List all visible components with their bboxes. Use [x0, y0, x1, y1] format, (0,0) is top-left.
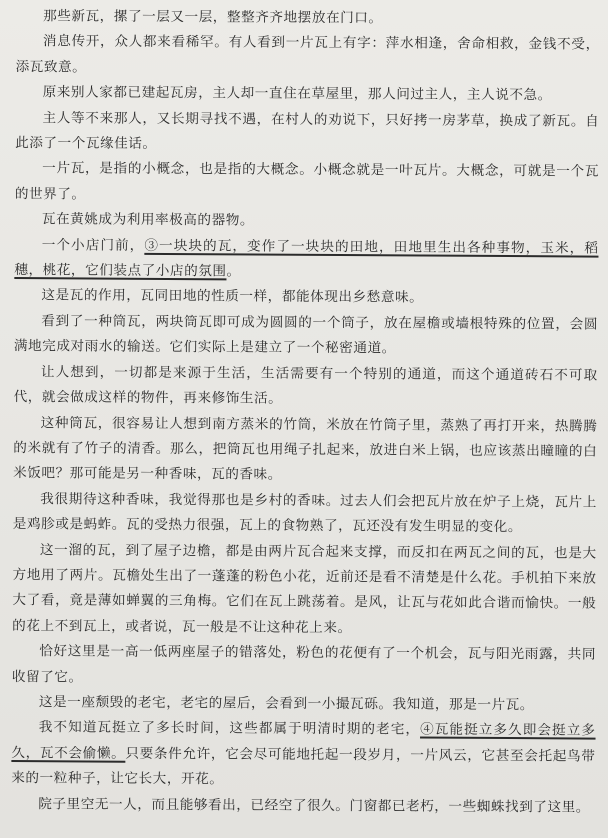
paragraph: 恰好这里是一高一低两座屋子的错落处，粉色的花便有了一个机会，瓦与阳光雨露，共同收留了它。 — [11, 643, 597, 686]
paragraph: 原来别人家都已建起瓦房，主人却一直住在草屋里，那人问过主人，主人说不急。 — [42, 84, 552, 104]
paragraph: 让人想到，一切都是来源于生活，生活需要有一个特别的通道，而这个通道砖石不可取代，就会做成这样的物件，再来修饰生活。 — [13, 363, 598, 407]
document-page — [5, 4, 604, 838]
paragraph: 一片瓦，是指的小概念，也是指的大概念。小概念就是一叶瓦片。大概念，可就是一个瓦的世界了。 — [14, 160, 600, 203]
paragraph-with-underline-3 — [14, 233, 598, 287]
paragraph: 这是一座颓毁的老宅，老宅的屋后，会看到一小撮瓦砾。我知道，那是一片瓦。 — [38, 694, 534, 714]
paragraph-text: 我不知道瓦挺立了多长时间，这些都属于明清时期的老宅， — [38, 719, 421, 738]
paragraph: 院子里空无一人，而且能够看出，已经空了很久。门窗都已老朽，一些蜘蛛找到了这里。 — [38, 795, 590, 816]
paragraph: 看到了一种筒瓦，两块筒瓦即可成为圆圆的一个筒子，放在屋檐或墙根特殊的位置，会圆满地完成对雨水的输送。它们实际上是建立了一个秘密通道。 — [13, 313, 599, 357]
paragraph: 我很期待这种香味，我觉得那也是乡村的香味。过去人们会把瓦片放在炉子上烧，瓦片上是鸡胗或是蚂蚱。瓦的受热力很强，瓦上的食物熟了，瓦还没有发生明显的变化。 — [12, 490, 598, 536]
paragraph-with-underline-4 — [11, 715, 595, 795]
paragraph-text: 只要条件允许，它会尽可能地托起一段岁月，一片风云，它甚至会托起鸟带来的一粒种子，让它长大，开花。 — [11, 745, 596, 788]
underlined-sentence-3: ③一块块的瓦，变作了一块块的田地，田地里生出各种事物，玉米，稻穗，桃花，它们装点了小店的氛围 — [14, 237, 599, 280]
paragraph-text: 。 — [226, 263, 241, 280]
paragraph: 这一溜的瓦，到了屋子边檐，都是由两片瓦合起来支撑，而反扣在两瓦之间的瓦，也是大方地用了两片。瓦檐处生出了一蓬蓬的粉色小花，近前还是看不清楚是什么花。手机拍下来放大了看，竟是薄如蝉翼的三角梅。它们在瓦上跳荡着。是风，让瓦与花如此合谐而愉快。一般的花上不到瓦上，或者说，瓦一般是不让这种花上来。 — [12, 541, 597, 636]
paragraph: 主人等不来那人，又长期寻找不遇，在村人的劝说下，只好拷一房茅草，换成了新瓦。自此添了一个瓦缘佳话。 — [15, 109, 600, 152]
paragraph: 那些新瓦，摞了一层又一层，整整齐齐地摆放在门口。 — [43, 8, 383, 27]
paragraph: 这种筒瓦，很容易让人想到南方蒸米的竹筒，米放在竹筒子里，蒸熟了再打开来，热腾腾的米就有了竹子的清香。那么，把筒瓦也用绳子扎起来，放进白米上锅，也应该蒸出瞳瞳的白米饭吧？那可能是另一种香味，瓦的香味。 — [13, 414, 598, 483]
paragraph: 瓦在黄姚成为利用率极高的器物。 — [41, 211, 255, 229]
paragraph: 消息传开，众人都来看稀罕。有人看到一片瓦上有字：萍水相逢，舍命相救，金钱不受，添瓦致意。 — [15, 33, 600, 76]
underlined-sentence-4: ④瓦能挺立多久即会挺立多久，瓦不会偷懒。 — [11, 721, 596, 762]
paragraph-text: 一个小店门前， — [41, 236, 145, 254]
paragraph: 这是瓦的作用，瓦同田地的性质一样，都能体现出乡愁意味。 — [41, 287, 424, 306]
